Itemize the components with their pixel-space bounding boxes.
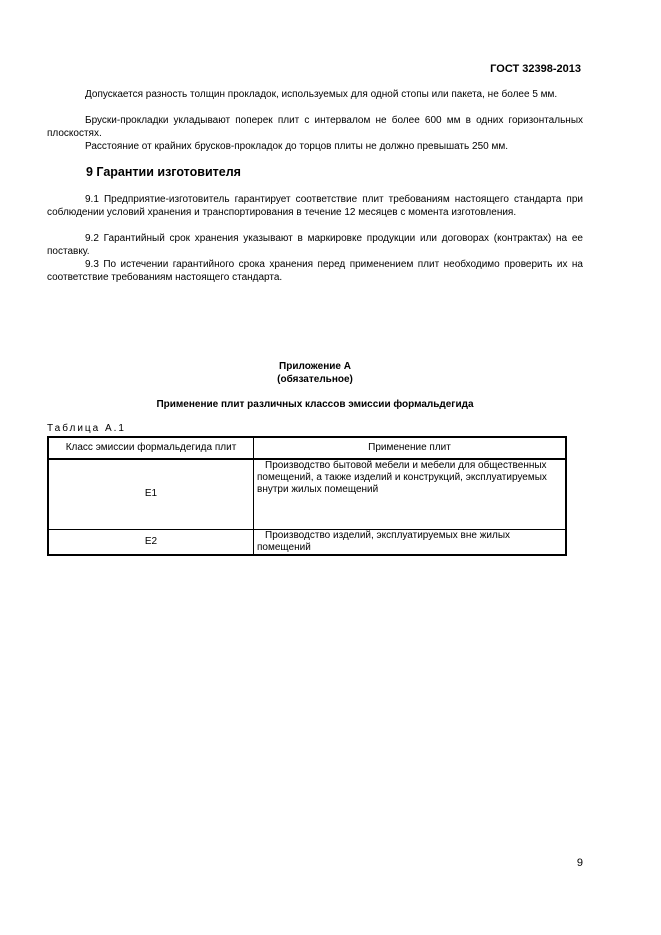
application-cell: Производство бытовой мебели и мебели для общественных помещений, а также изделий и конструкций, эксплуатируемых внутри жилых помещений (254, 459, 567, 529)
application-cell: Производство изделий, эксплуатируемых вне жилых помещений (254, 529, 567, 555)
paragraph-distance: Расстояние от крайних брусков-прокладок до торцов плиты не должно превышать 250 мм. (85, 141, 508, 152)
appendix-status: (обязательное) (277, 374, 353, 385)
table-caption: Таблица А.1 (47, 423, 126, 434)
section-item-9-1: 9.1 Предприятие-изготовитель гарантирует соответствие плит требованиям настоящего стандарта при соблюдении условий хранения и транспортирования в течение 12 месяцев с момента изготовления. (47, 194, 583, 218)
section-item-9-3: 9.3 По истечении гарантийного срока хранения перед применением плит необходимо проверить их на соответствие требованиям настоящего стандарта. (47, 259, 583, 283)
emission-class-cell: E1 (48, 459, 254, 529)
appendix-heading: Применение плит различных классов эмиссии формальдегида (156, 399, 474, 410)
document-code: ГОСТ 32398-2013 (490, 63, 581, 75)
table-row (48, 529, 566, 555)
section-title: 9 Гарантии изготовителя (86, 165, 241, 179)
column-header-class: Класс эмиссии формальдегида плит (48, 437, 254, 459)
paragraph-thickness: Допускается разность толщин прокладок, используемых для одной стопы или пакета, не более 5 мм. (85, 89, 558, 100)
emission-class-table (47, 436, 567, 556)
page-number: 9 (576, 857, 583, 869)
paragraph-bars: Бруски-прокладки укладывают поперек плит с интервалом не более 600 мм в одних горизонтальных плоскостях. (47, 115, 583, 139)
emission-class-cell: E2 (48, 529, 254, 555)
column-header-application: Применение плит (254, 437, 567, 459)
appendix-title: Приложение А (279, 361, 351, 372)
table-header-row (48, 437, 566, 459)
table-row (48, 459, 566, 529)
section-item-9-2: 9.2 Гарантийный срок хранения указывают в маркировке продукции или договорах (контрактах) на ее поставку. (47, 233, 583, 257)
